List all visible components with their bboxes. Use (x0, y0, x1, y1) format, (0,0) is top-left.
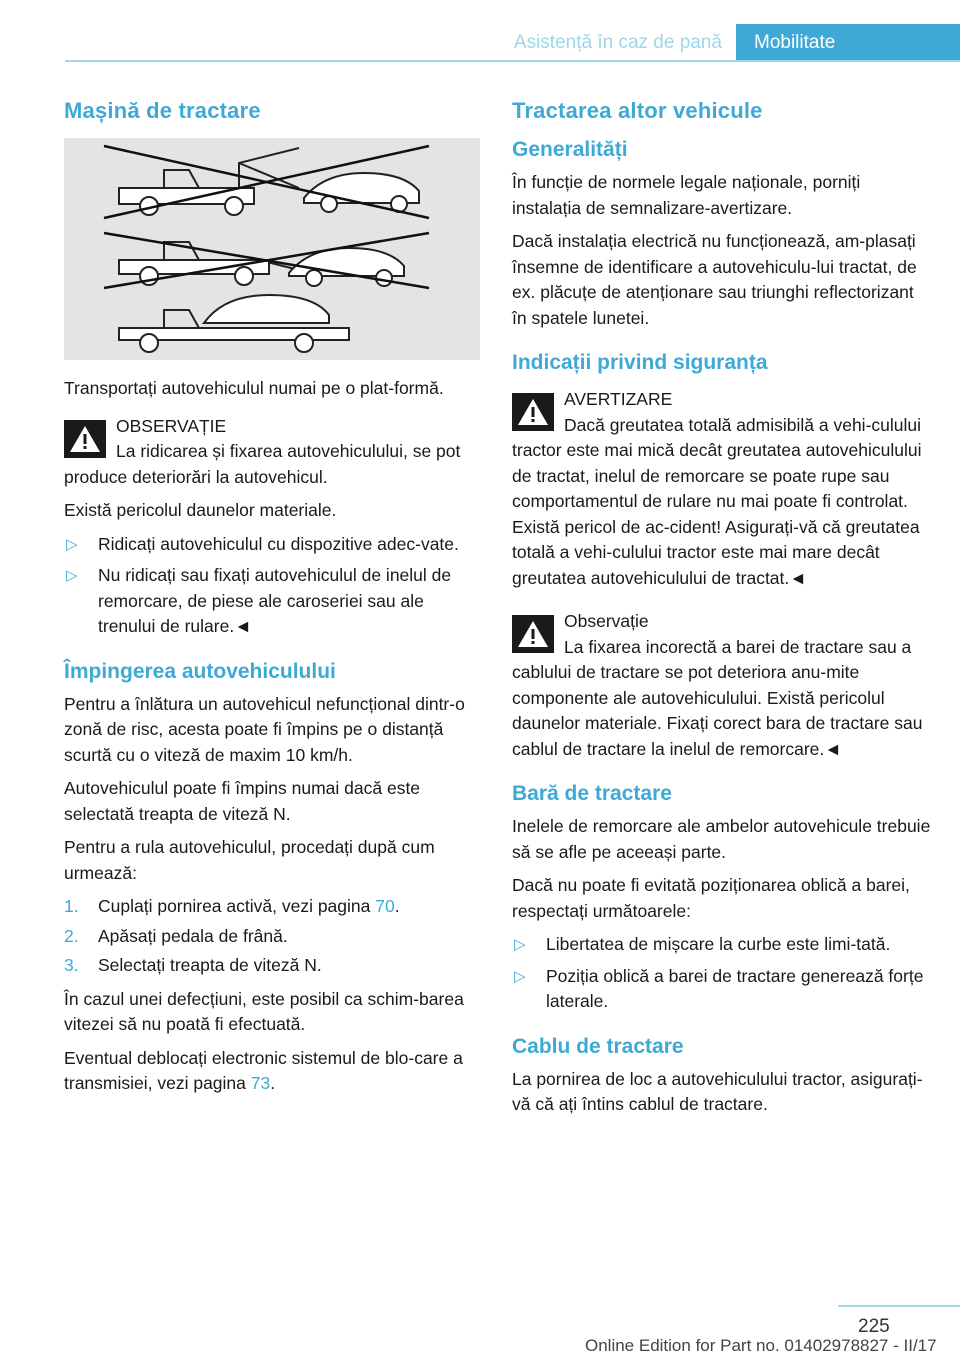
section-title-pushing: Împingerea autovehiculului (64, 659, 336, 683)
section-title-tow-bar: Bară de tractare (512, 782, 672, 805)
note-block (512, 609, 932, 762)
note-extra: Există pericolul daunelor materiale. (64, 500, 337, 520)
paragraph: Pentru a înlătura un autovehicul nefuncțional dintr-o zonă de risc, acesta poate fi împins pe o distanță scurtă cu o viteză de maxim 10 km/h. (64, 693, 465, 765)
warning-triangle-icon (512, 393, 554, 431)
triangle-bullet-icon: ▷ (66, 567, 78, 584)
triangle-bullet-icon: ▷ (514, 936, 526, 953)
note-title: Observație (564, 611, 649, 631)
section-title-towing-others: Tractarea altor vehicule (512, 98, 763, 123)
page-ref-link[interactable]: 73 (250, 1073, 271, 1093)
note-bullet-list (64, 532, 482, 640)
page-ref-link[interactable]: 70 (375, 896, 395, 916)
header-rule (65, 60, 960, 62)
list-item: ▷ Nu ridicați sau fixați autovehiculul de inelul de remorcare, de piese ale caroseriei sau ale trenului de rulare.◄ (66, 565, 452, 636)
list-item: 3. Selectați treapta de viteză N. (64, 955, 322, 975)
paragraph: În cazul unei defecțiuni, este posibil ca schim-barea vitezei să nu poată fi efectuată. (64, 988, 464, 1034)
steps-list (64, 894, 482, 979)
triangle-bullet-icon: ▷ (66, 535, 78, 553)
running-header-tab: Mobilitate (736, 24, 960, 62)
warning-triangle-icon (64, 420, 106, 458)
paragraph: Autovehiculul poate fi împins numai dacă este selectată treapta de viteză N. (64, 778, 421, 824)
right-column (512, 98, 932, 1126)
note-body: La ridicarea și fixarea autovehiculului, se pot produce deteriorări la autovehicul. (64, 441, 461, 487)
paragraph: Dacă nu poate fi evitată poziționarea oblică a barei, respectați următoarele: (512, 875, 910, 921)
paragraph: În funcție de normele legale naționale, porniți instalația de semnalizare-avertizare. (512, 172, 861, 218)
list-item: ▷ Libertatea de mișcare la curbe este limi-tată. (512, 932, 932, 958)
warning-triangle-icon (512, 615, 554, 653)
page-number: 225 (858, 1316, 890, 1337)
tow-truck-illustration (64, 138, 480, 360)
paragraph: Eventual deblocați electronic sistemul de blo-care a transmisiei, vezi pagina 73. (64, 1047, 463, 1093)
triangle-bullet-icon: ▷ (514, 967, 526, 985)
section-title-general: Generalități (512, 138, 628, 161)
figure-caption: Transportați autovehiculul numai pe o plat-formă. (64, 378, 444, 398)
tow-bar-bullet-list (512, 932, 932, 1015)
section-title-safety: Indicații privind siguranța (512, 351, 768, 374)
list-item: ▷ Poziția oblică a barei de tractare generează forțe laterale. (514, 965, 924, 1011)
list-item: ▷ Ridicați autovehiculul cu dispozitive adec-vate. (64, 532, 482, 558)
list-item: 2. Apăsați pedala de frână. (64, 925, 288, 946)
running-header-section: Asistență în caz de pană (513, 32, 722, 53)
warning-block (512, 387, 932, 591)
paragraph: Pentru a rula autovehiculul, procedați după cum urmează: (64, 837, 435, 883)
note-title: OBSERVAȚIE (116, 415, 227, 436)
paragraph: Dacă instalația electrică nu funcționează, am-plasați însemne de identificare a autovehiculu-lui tractat, de ex. plăcuțe de atenționare sau triunghi reflectorizant în spatele lunetei. (512, 231, 917, 328)
warning-title: AVERTIZARE (564, 389, 673, 409)
note-body: La fixarea incorectă a barei de tractare sau a cablului de tractare se pot deteriora anu-mite componente ale autovehiculului. Există pericolul daunelor materiale. Fixați corect bara de tractare sau cablul de tractare la inelul de remorcare.◄ (512, 636, 923, 759)
list-item: 1. Cuplați pornirea activă, vezi pagina 70. (64, 896, 400, 916)
warning-body: Dacă greutatea totală admisibilă a vehi-culului tractor este mai mică decât greutatea autovehiculului de tractat, inelul de remorcare se poate rupe sau comportamentul de rulare nu mai poate fi controlat. Există pericol de ac-cident! Asigurați-vă că greutatea totală a vehi-culului tractor este mai mare decât greutatea autovehiculului de tractat.◄ (512, 414, 922, 588)
paragraph: Inelele de remorcare ale ambelor autovehicule trebuie să se afle pe aceeași parte. (512, 816, 931, 862)
left-column (64, 98, 482, 1105)
section-title-tow-cable: Cablu de tractare (512, 1034, 684, 1058)
footer-rule (838, 1305, 960, 1307)
section-title-tow-truck: Mașină de tractare (64, 98, 261, 123)
note-block (64, 414, 482, 491)
edition-footer: Online Edition for Part no. 01402978827 - II/17 (585, 1336, 937, 1355)
paragraph: La pornirea de loc a autovehiculului tractor, asigurați-vă că ați întins cablul de tractare. (512, 1068, 923, 1114)
